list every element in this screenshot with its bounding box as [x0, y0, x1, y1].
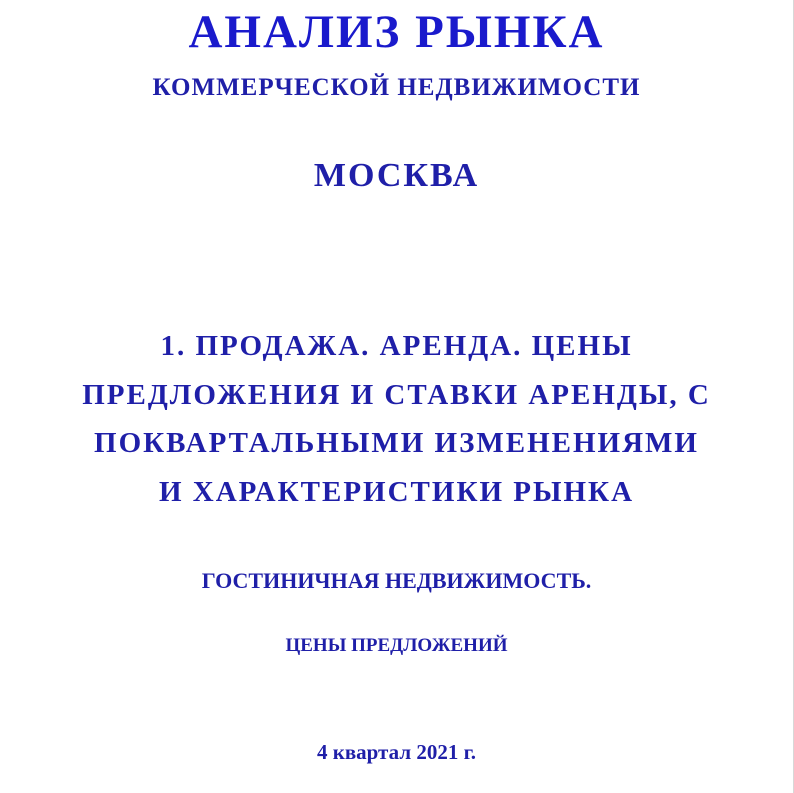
city-heading: МОСКВА	[313, 157, 480, 194]
section-heading-line: И ХАРАКТЕРИСТИКИ РЫНКА	[158, 476, 635, 509]
section-heading-line: ПОКВАРТАЛЬНЫМИ ИЗМЕНЕНИЯМИ	[94, 427, 699, 460]
section-heading-line: ПРЕДЛОЖЕНИЯ И СТАВКИ АРЕНДЫ, С	[82, 378, 711, 411]
prices-heading: ЦЕНЫ ПРЕДЛОЖЕНИЙ	[285, 635, 508, 656]
document-title: АНАЛИЗ РЫНКА	[188, 6, 605, 58]
section-heading	[0, 322, 793, 517]
report-period: 4 квартал 2021 г.	[316, 740, 477, 764]
section-heading-line: 1. ПРОДАЖА. АРЕНДА. ЦЕНЫ	[160, 330, 633, 362]
document-subtitle: КОММЕРЧЕСКОЙ НЕДВИЖИМОСТИ	[152, 74, 641, 101]
segment-heading: ГОСТИНИЧНАЯ НЕДВИЖИМОСТЬ.	[201, 568, 592, 593]
